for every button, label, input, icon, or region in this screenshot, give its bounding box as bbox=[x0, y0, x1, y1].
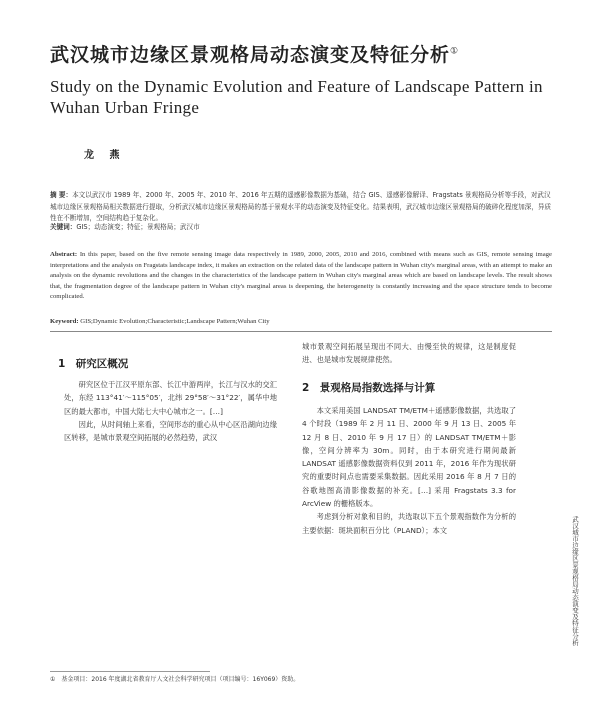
author-name: 龙 燕 bbox=[84, 150, 126, 161]
section-1-paragraph-2: 因此，从时间轴上来看，空间形态的重心从中心区沿湖向边缘区转移，是城市景观空间拓展的必然趋势，武汉 bbox=[64, 419, 277, 443]
section-1-heading: 1 研究区概况 bbox=[58, 358, 129, 370]
keywords-en-label: Keyword: bbox=[50, 318, 79, 325]
abstract-chinese bbox=[50, 190, 552, 225]
section-1-body bbox=[64, 378, 277, 660]
keywords-cn-text: GIS；动态演变；特征；景观格局；武汉市 bbox=[76, 223, 200, 231]
abstract-en-text: In this paper, based on the five remote sensing image data respectively in 1989, 2000, 2005, 2010 and 2016, combined with means such as GIS, remote sensing image interpretations and the analysis on Fragstats landscape index, it makes an extraction on the related data of the landscape pattern in Wuhan city's marginal areas, with an attempt to make an analysis on the dynamic revolutions and the changes in the characteristics of the landscape pattern in Wuhan city's marginal areas which are based on landscape levels. The result shows that, the fragmentation degree of the landscape pattern in Wuhan city's marginal areas is deepening, the heterogeneity is constantly increasing and the space structure tends to become complicated. bbox=[50, 251, 552, 301]
section-2-body bbox=[302, 404, 516, 660]
column-2-intro-text: 城市景观空间拓展呈现出不同大、由慢至快的规律，这是制度促进、也是城市发展规律使然。 bbox=[302, 342, 516, 365]
section-1-paragraph-1: 研究区位于江汉平原东部、长江中游两岸，长江与汉水的交汇处，东经 113°41′～115°05′，北纬 29°58′～31°22′，属华中地区的最大都市，中国大陆七大中心城市之一。[…] bbox=[64, 380, 277, 416]
abstract-english bbox=[50, 250, 552, 303]
title-chinese: 武汉城市边缘区景观格局动态演变及特征分析① bbox=[50, 44, 460, 66]
keywords-en-text: GIS;Dynamic Evolution;Characteristic;Landscape Pattern;Wuhan City bbox=[80, 318, 270, 325]
column-2-intro bbox=[302, 340, 516, 367]
keywords-english bbox=[50, 318, 552, 325]
footnote-divider bbox=[50, 671, 210, 672]
title-footnote-mark: ① bbox=[450, 46, 460, 57]
keywords-cn-label: 关键词： bbox=[50, 223, 77, 231]
footnote: ① 基金项目：2016 年度湖北省教育厅人文社会科学研究项目（项目编号：16Y069）资助。 bbox=[50, 676, 300, 683]
abstract-cn-label: 摘 要： bbox=[50, 191, 73, 199]
abstract-cn-text: 本文以武汉市 1989 年、2000 年、2005 年、2010 年、2016 年五期的遥感影像数据为基础，结合 GIS、遥感影像解译、Fragstats 景观格局分析等手段，对武汉城市边缘区景观格局相关数据进行提取，分析武汉城市边缘区景观格局的基于景观水平的动态演变及特征变化。结果表明，武汉城市边缘区景观格局的破碎化程度加深，异质性在不断增加，空间结构趋于复杂化。 bbox=[50, 191, 552, 222]
running-head-vertical: 武汉城市边缘区景观格局动态演变及特征分析 bbox=[571, 516, 579, 646]
abstract-divider bbox=[50, 331, 552, 332]
abstract-en-label: Abstract: bbox=[50, 251, 78, 258]
keywords-chinese bbox=[50, 221, 552, 231]
section-2-paragraph-1: 本文采用美国 LANDSAT TM/ETM＋遥感影像数据，共选取了 4 个时段（1989 年 2 月 11 日、2000 年 9 月 13 日、2005 年 12 月 8 日、2010 年 9 月 17 日）的 LANDSAT TM/ETM＋影像，空间分辨率为 30m。同时，由于本研究进行期间最新 LANDSAT 遥感影像数据资料仅到 2011 年，2016 年作为现状研究的重要时间点也需要采集数据。因此采用 2016 年 8 月 7 日的谷歌地图高清影像数据的补充。[…] 采用 Fragstats 3.3 for ArcView 的栅格版本。 bbox=[302, 406, 516, 509]
title-english: Study on the Dynamic Evolution and Feature of Landscape Pattern in Wuhan Urban Fringe bbox=[50, 77, 543, 117]
section-2-heading: 2 景观格局指数选择与计算 bbox=[302, 382, 436, 394]
section-2-paragraph-2: 考虑到分析对象和目的，共选取以下五个景观指数作为分析的主要依据：斑块面积百分比（PLAND）；本文 bbox=[302, 512, 516, 535]
